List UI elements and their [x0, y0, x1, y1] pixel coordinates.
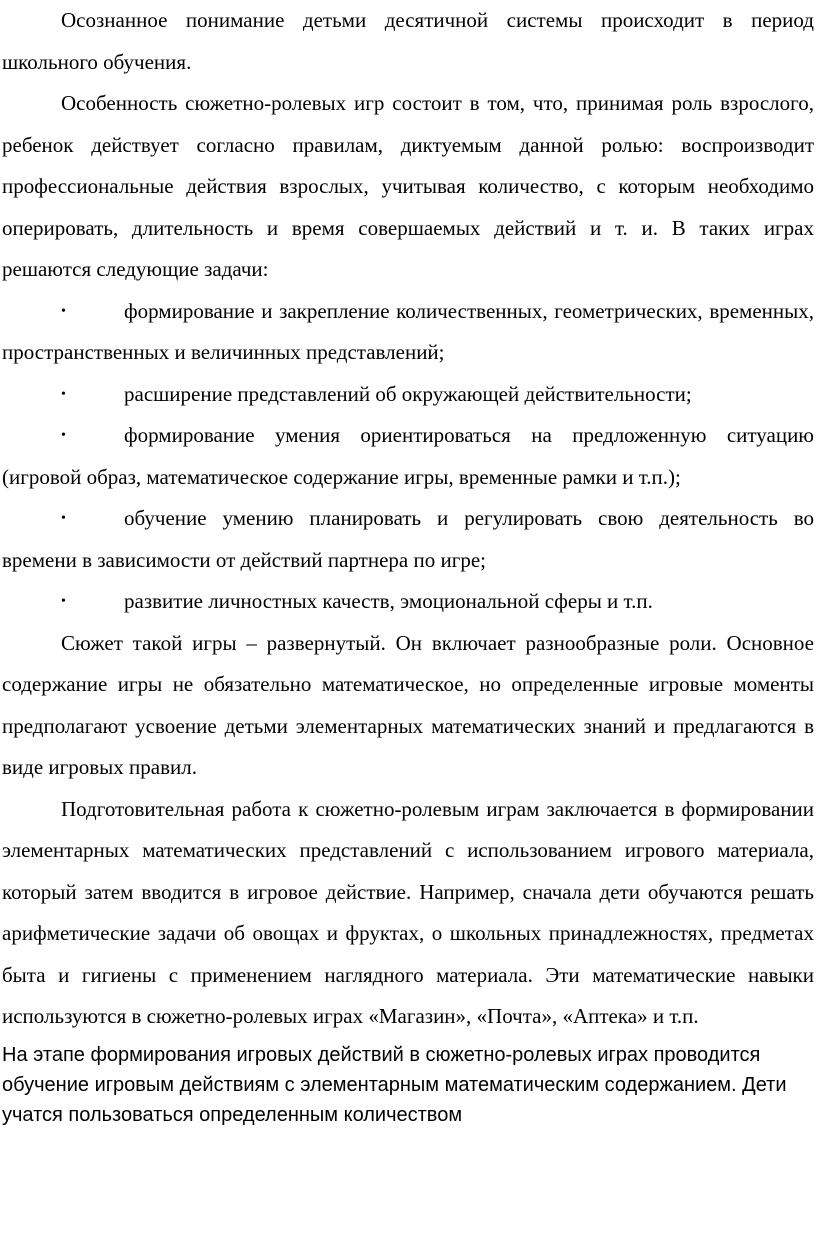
bullet-item-text: формирование и закрепление количественных, геометрических, временных, пространственных и величинных представлений;: [2, 298, 814, 364]
paragraph-3: Сюжет такой игры – развернутый. Он включает разнообразные роли. Основное содержание игры не обязательно математическое, но определенные игровые моменты предполагают усвоение детьми элементарных математических знаний и предлагаются в виде игровых правил.: [2, 630, 814, 779]
bullet-item-1: [2, 291, 814, 374]
paragraph-2: Особенность сюжетно-ролевых игр состоит в том, что, принимая роль взрослого, ребенок действует согласно правилам, диктуемым данной ролью: воспроизводит профессиональные действия взрослых, учитывая количество, с которым необходимо оперировать, длительность и время совершаемых действий и т. и. В таких играх решаются следующие задачи:: [2, 91, 814, 281]
bullet-icon: •: [61, 303, 66, 319]
bullet-item-text: формирование умения ориентироваться на предложенную ситуацию (игровой образ, математическое содержание игры, временные рамки и т.п.);: [2, 423, 814, 489]
paragraph-1: Осознанное понимание детьми десятичной системы происходит в период школьного обучения.: [2, 8, 814, 74]
bullet-item-4: [2, 498, 814, 581]
bullet-icon: •: [61, 594, 66, 609]
paragraph-4: Подготовительная работа к сюжетно-ролевым играм заключается в формировании элементарных математических представлений с использованием игрового материала, который затем вводится в игровое действие. Например, сначала дети обучаются решать арифметические задачи об овощах и фруктах, о школьных принадлежностях, предметах быта и гигиены с применением наглядного материала. Эти математические навыки используются в сюжетно-ролевых играх «Магазин», «Почта», «Аптека» и т.п.: [2, 796, 814, 1028]
document-page: [2, 0, 814, 1130]
bullet-icon: •: [61, 428, 66, 443]
bullet-item-text: развитие личностных качеств, эмоциональной сферы и т.п.: [124, 589, 653, 613]
bullet-item-5: [2, 581, 814, 623]
bullet-icon: •: [61, 386, 66, 402]
bullet-item-3: [2, 415, 814, 498]
bullet-item-text: обучение умению планировать и регулировать свою деятельность во времени в зависимости от действий партнера по игре;: [2, 506, 814, 572]
bullet-item-2: [2, 374, 814, 416]
bullet-icon: •: [61, 511, 66, 526]
bullet-item-text: расширение представлений об окружающей действительности;: [124, 381, 692, 406]
paragraph-5: На этапе формирования игровых действий в сюжетно-ролевых играх проводится обучение игровым действиям с элементарным математическим содержанием. Дети учатся пользоваться определенным количеством: [2, 1043, 787, 1126]
